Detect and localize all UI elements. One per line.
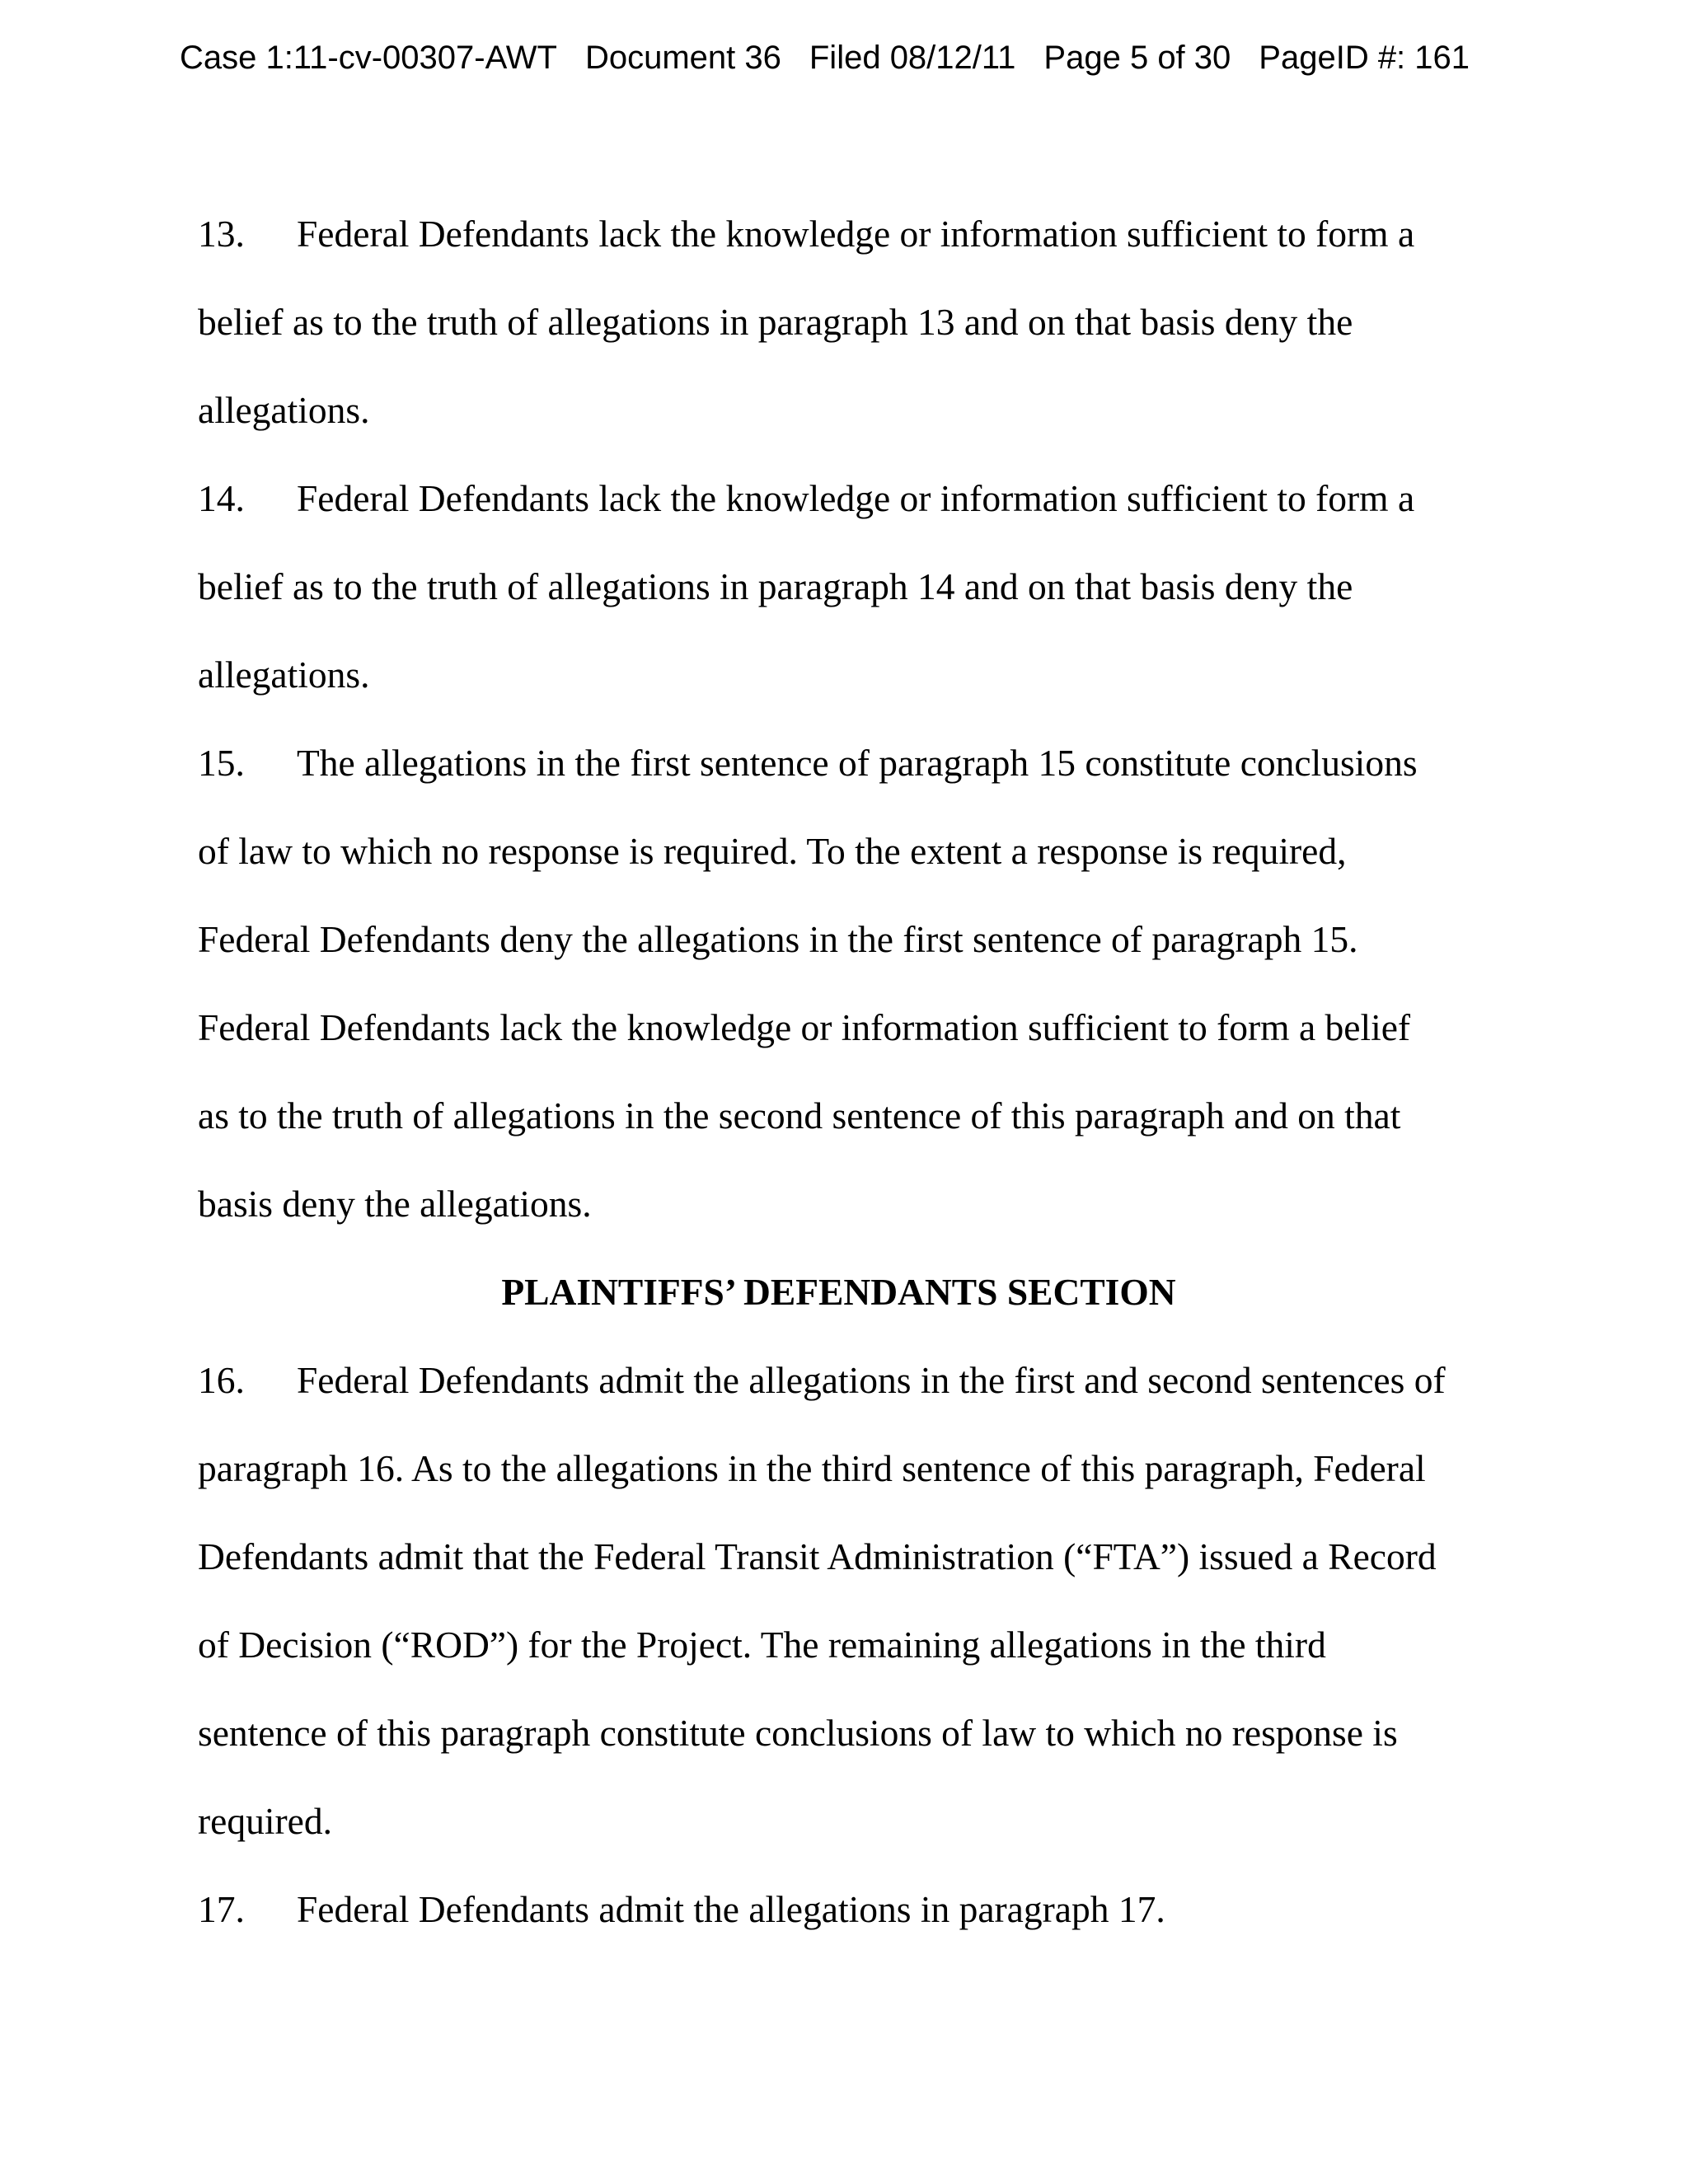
paragraph-line: Federal Defendants deny the allegations in the first sentence of paragraph 15. — [198, 918, 1358, 960]
paragraph-17 — [198, 1865, 1479, 1953]
section-heading: PLAINTIFFS’ DEFENDANTS SECTION — [501, 1271, 1176, 1313]
paragraph-16 — [198, 1336, 1479, 1865]
paragraph-line: Defendants admit that the Federal Transit Administration (“FTA”) issued a Record — [198, 1535, 1437, 1577]
paragraph-line: sentence of this paragraph constitute conclusions of law to which no response is — [198, 1712, 1398, 1754]
paragraph-number: 15. — [198, 742, 245, 784]
paragraph-number: 14. — [198, 477, 245, 519]
paragraph-line: 17. Federal Defendants admit the allegations in paragraph 17. — [198, 1865, 1479, 1953]
document-body — [198, 190, 1479, 1953]
paragraph-line: paragraph 16. As to the allegations in the third sentence of this paragraph, Federal — [198, 1447, 1426, 1489]
case-number: Case 1:11-cv-00307-AWT — [180, 40, 557, 76]
paragraph-line: allegations. — [198, 654, 370, 696]
paragraph-15 — [198, 719, 1479, 1248]
paragraph-line: of law to which no response is required. To the extent a response is required, — [198, 830, 1347, 872]
paragraph-line: 13. Federal Defendants lack the knowledge or information sufficient to form a — [198, 190, 1479, 278]
paragraph-line: 15. The allegations in the first sentence of paragraph 15 constitute conclusions — [198, 719, 1479, 807]
paragraph-14 — [198, 454, 1479, 719]
paragraph-line: 14. Federal Defendants lack the knowledge or information sufficient to form a — [198, 454, 1479, 542]
paragraph-line: basis deny the allegations. — [198, 1183, 592, 1225]
paragraph-line: required. — [198, 1800, 332, 1842]
paragraph-line: 16. Federal Defendants admit the allegations in the first and second sentences of — [198, 1336, 1479, 1424]
paragraph-13 — [198, 190, 1479, 454]
paragraph-line: belief as to the truth of allegations in paragraph 13 and on that basis deny the — [198, 301, 1353, 343]
paragraph-line: of Decision (“ROD”) for the Project. The remaining allegations in the third — [198, 1624, 1326, 1666]
paragraph-number: 13. — [198, 213, 245, 255]
filed-date: Filed 08/12/11 — [809, 40, 1016, 76]
paragraph-line: as to the truth of allegations in the second sentence of this paragraph and on that — [198, 1094, 1401, 1137]
paragraph-number: 17. — [198, 1888, 245, 1930]
page-id: PageID #: 161 — [1259, 40, 1470, 76]
case-header — [180, 35, 1508, 81]
paragraph-line: Federal Defendants lack the knowledge or information sufficient to form a belief — [198, 1006, 1411, 1048]
paragraph-line: belief as to the truth of allegations in paragraph 14 and on that basis deny the — [198, 565, 1353, 607]
document-number: Document 36 — [584, 40, 781, 76]
paragraph-line: allegations. — [198, 389, 370, 431]
page-indicator: Page 5 of 30 — [1043, 40, 1231, 76]
paragraph-number: 16. — [198, 1359, 245, 1401]
